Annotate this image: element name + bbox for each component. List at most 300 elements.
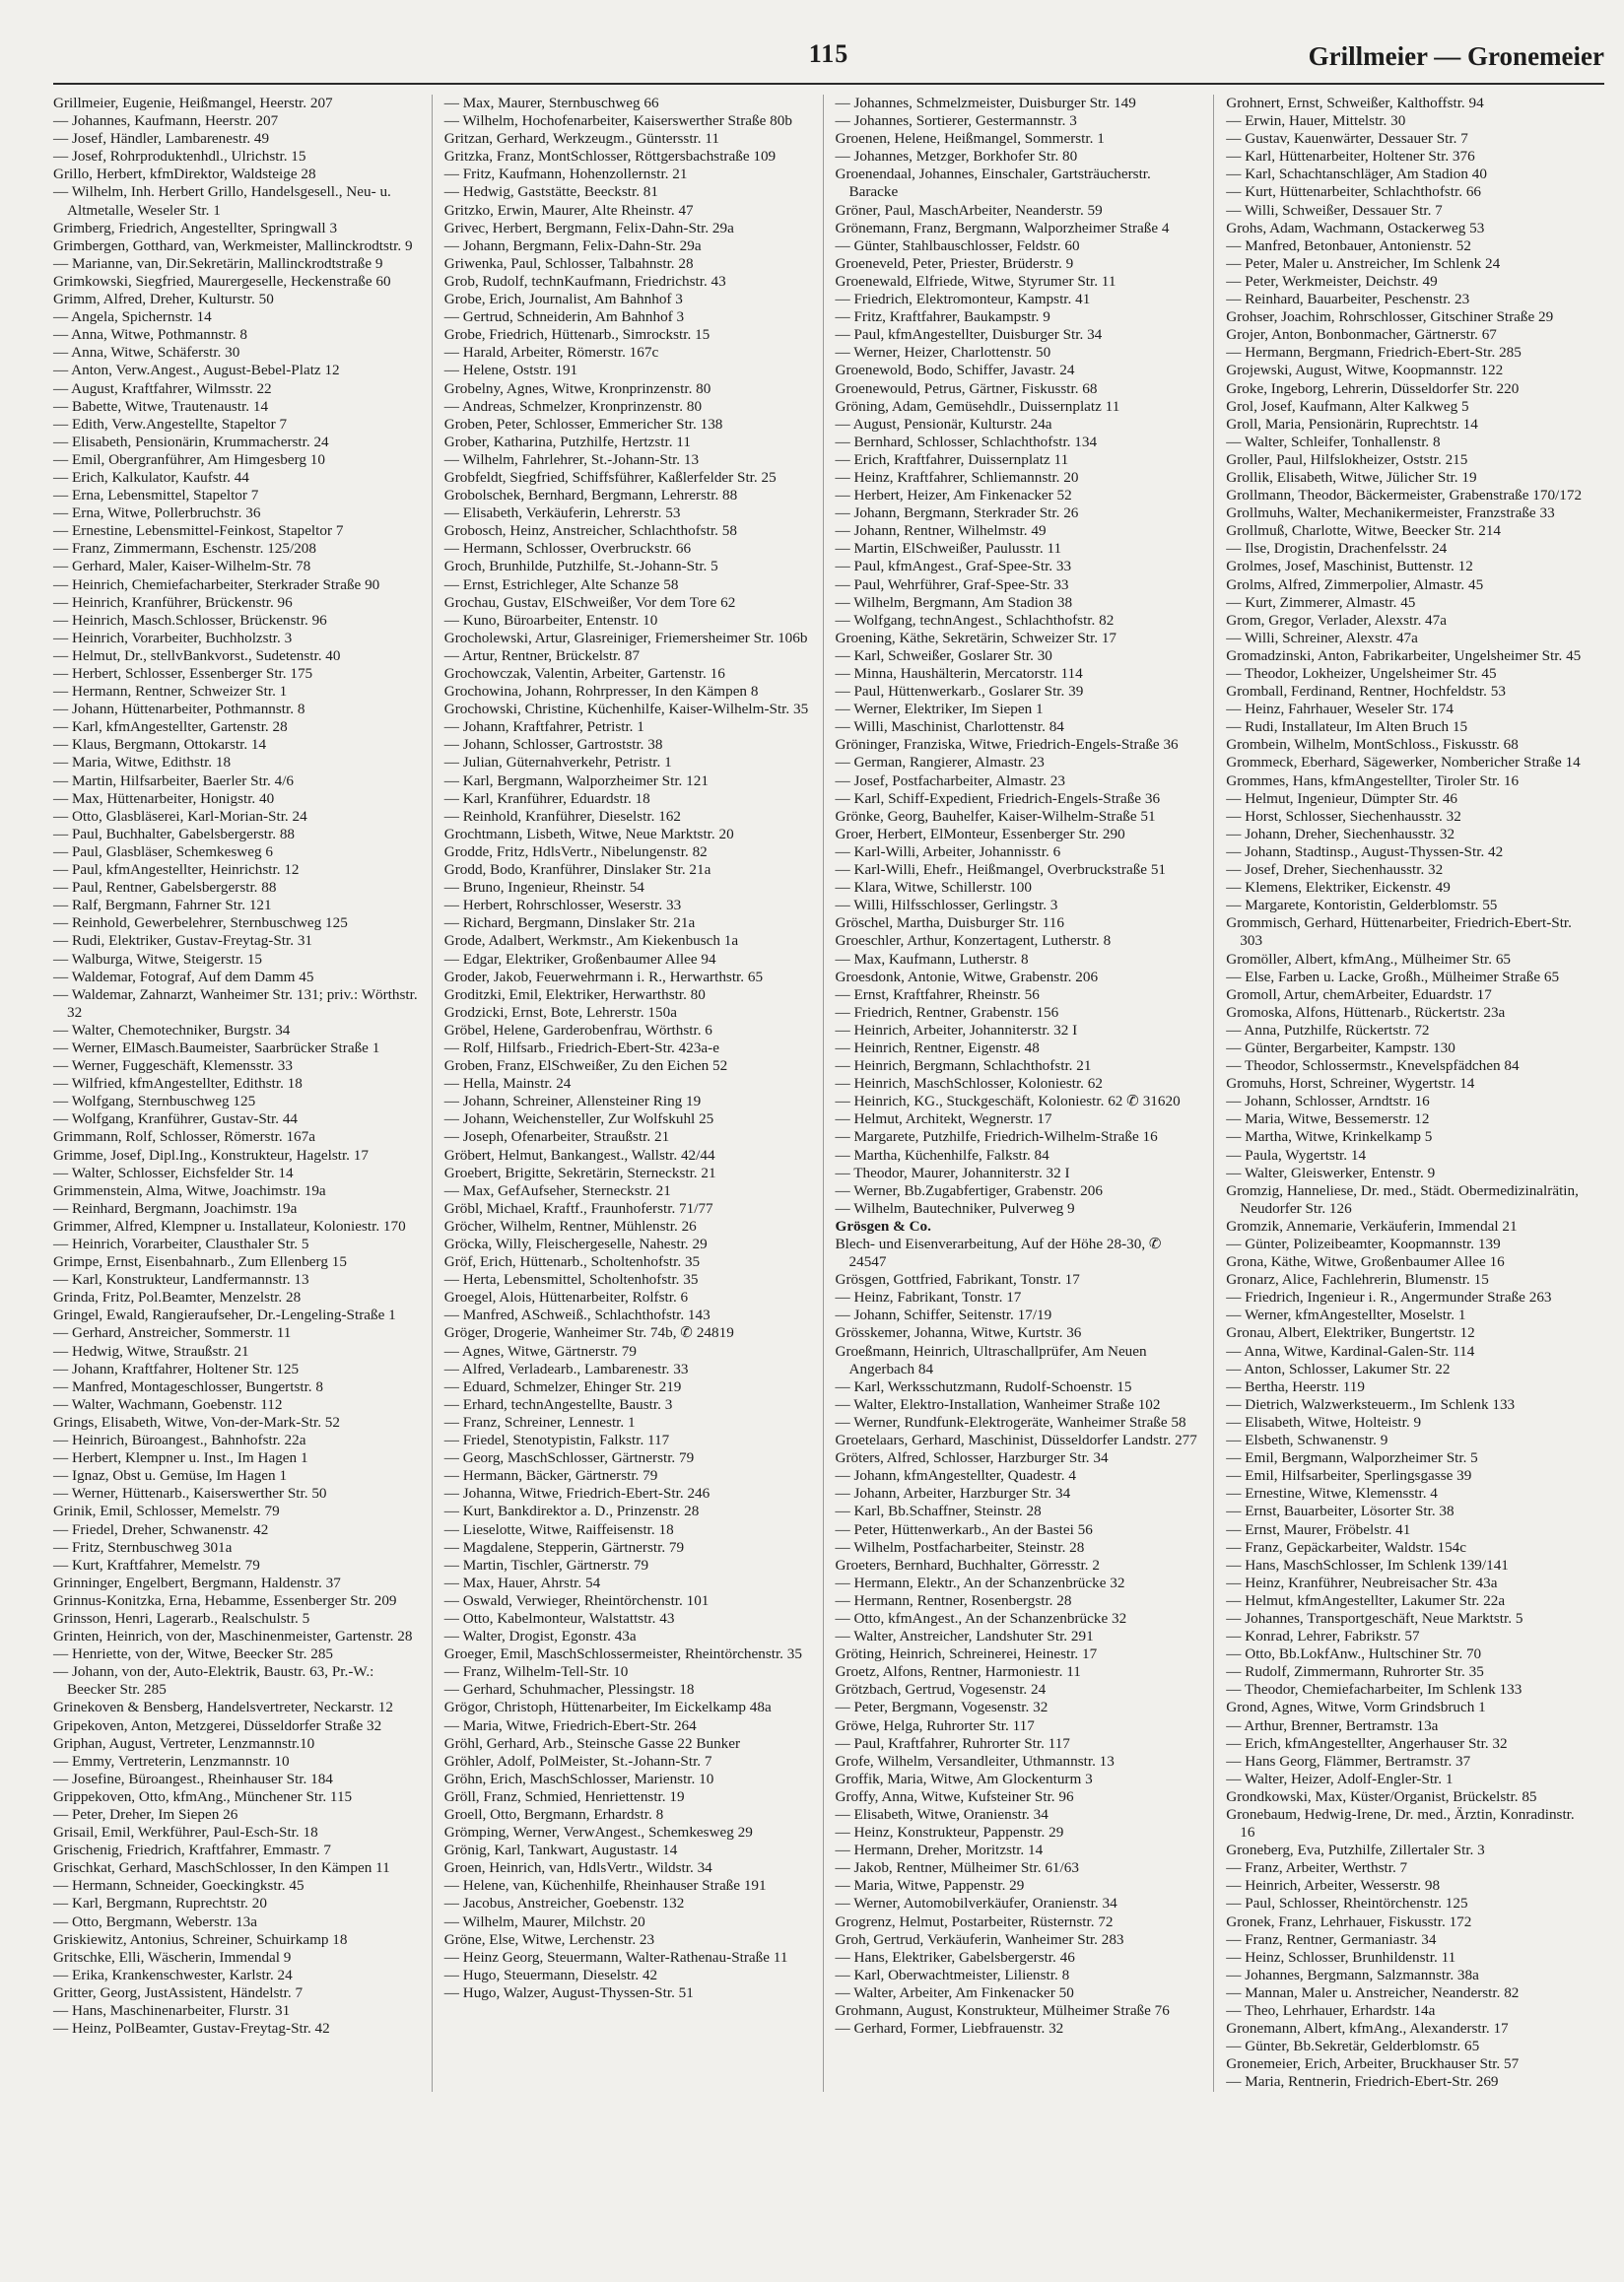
directory-entry: — Johannes, Kaufmann, Heerstr. 207 bbox=[53, 112, 279, 130]
directory-entry: — Hermann, Rentner, Schweizer Str. 1 bbox=[53, 683, 288, 701]
directory-entry: — Marianne, van, Dir.Sekretärin, Mallinckrodtstraße 9 bbox=[53, 254, 383, 272]
directory-entry: — Hermann, Schlosser, Overbruckstr. 66 bbox=[443, 540, 692, 558]
directory-entry: — Johannes, Transportgeschäft, Neue Marktstr. 5 bbox=[1226, 1609, 1523, 1627]
directory-entry: Grondkowski, Max, Küster/Organist, Brückelstr. 85 bbox=[1226, 1787, 1537, 1805]
directory-entry: — Walter, Schlosser, Eichsfelder Str. 14 bbox=[53, 1164, 294, 1181]
directory-entry: Groen, Heinrich, van, HdlsVertr., Wildstr. 34 bbox=[443, 1859, 712, 1877]
directory-entry: — Werner, Rundfunk-Elektrogeräte, Wanheimer Straße 58 bbox=[835, 1413, 1186, 1431]
directory-entry: Gröf, Erich, Hüttenarb., Scholtenhofstr. 35 bbox=[443, 1253, 701, 1271]
column-4 bbox=[1213, 95, 1604, 2092]
directory-entry: Gröters, Alfred, Schlosser, Harzburger Str. 34 bbox=[835, 1449, 1109, 1467]
directory-entry: — Anna, Witwe, Kardinal-Galen-Str. 114 bbox=[1226, 1342, 1475, 1360]
directory-entry: Grobfeldt, Siegfried, Schiffsführer, Kaßlerfelder Str. 25 bbox=[443, 468, 777, 486]
directory-entry: — Oswald, Verwieger, Rheintörchenstr. 101 bbox=[443, 1591, 710, 1609]
directory-entry: — Erna, Lebensmittel, Stapeltor 7 bbox=[53, 487, 259, 504]
directory-entry: Groer, Herbert, ElMonteur, Essenberger Str. 290 bbox=[835, 825, 1125, 842]
directory-entry: — Werner, Bb.Zugabfertiger, Grabenstr. 206 bbox=[835, 1181, 1103, 1199]
directory-entry: Grömping, Werner, VerwAngest., Schemkesweg 29 bbox=[443, 1824, 753, 1842]
directory-entry: — Ernst, Maurer, Fröbelstr. 41 bbox=[1226, 1520, 1411, 1538]
directory-entry: — Gerhard, Anstreicher, Sommerstr. 11 bbox=[53, 1324, 292, 1342]
directory-entry: — Ilse, Drogistin, Drachenfelsstr. 24 bbox=[1226, 540, 1448, 558]
directory-entry: Grochtmann, Lisbeth, Witwe, Neue Marktstr. 20 bbox=[443, 825, 734, 842]
directory-entry: Gromoska, Alfons, Hüttenarb., Rückertstr. 23a bbox=[1226, 1003, 1506, 1021]
directory-entry: Grollmuhs, Walter, Mechanikermeister, Franzstraße 33 bbox=[1226, 504, 1555, 522]
directory-entry: — Werner, ElMasch.Baumeister, Saarbrücker Straße 1 bbox=[53, 1039, 380, 1056]
directory-entry: Grobosch, Heinz, Anstreicher, Schlachthofstr. 58 bbox=[443, 522, 737, 540]
directory-entry: — Paul, kfmAngestellter, Duisburger Str. 34 bbox=[835, 326, 1103, 344]
directory-entry: — Jacobus, Anstreicher, Goebenstr. 132 bbox=[443, 1895, 685, 1913]
directory-entry: — Julian, Güternahverkehr, Petristr. 1 bbox=[443, 754, 672, 772]
directory-entry: Groenewold, Bodo, Schiffer, Javastr. 24 bbox=[835, 362, 1075, 379]
directory-entry: — Karl, Bergmann, Ruprechtstr. 20 bbox=[53, 1895, 267, 1913]
directory-entry: — Richard, Bergmann, Dinslaker Str. 21a bbox=[443, 914, 696, 932]
directory-entry: — Karl, kfmAngestellter, Gartenstr. 28 bbox=[53, 718, 288, 736]
directory-entry: Griskiewitz, Antonius, Schreiner, Schuirkamp 18 bbox=[53, 1930, 348, 1948]
directory-entry: — Helene, Oststr. 191 bbox=[443, 362, 578, 379]
directory-entry: Groenewould, Petrus, Gärtner, Fiskusstr. 68 bbox=[835, 379, 1098, 397]
directory-entry: — Herta, Lebensmittel, Scholtenhofstr. 35 bbox=[443, 1271, 699, 1289]
directory-entry: — Manfred, Montageschlosser, Bungertstr. 8 bbox=[53, 1377, 323, 1395]
directory-entry: — Ernst, Kraftfahrer, Rheinstr. 56 bbox=[835, 985, 1040, 1003]
directory-entry: Grimpe, Ernst, Eisenbahnarb., Zum Ellenberg 15 bbox=[53, 1253, 347, 1271]
directory-entry: — Johann, Rentner, Wilhelmstr. 49 bbox=[835, 522, 1047, 540]
directory-entry: Grol, Josef, Kaufmann, Alter Kalkweg 5 bbox=[1226, 397, 1469, 415]
directory-entry: — Babette, Witwe, Trautenaustr. 14 bbox=[53, 397, 269, 415]
directory-entry: — Erich, kfmAngestellter, Angerhauser Str. 32 bbox=[1226, 1734, 1508, 1752]
directory-entry: — Paul, kfmAngest., Graf-Spee-Str. 33 bbox=[835, 558, 1072, 575]
directory-entry: — Eduard, Schmelzer, Ehinger Str. 219 bbox=[443, 1377, 682, 1395]
directory-entry: — Wilhelm, Bergmann, Am Stadion 38 bbox=[835, 593, 1073, 611]
directory-entry: Grischenig, Friedrich, Kraftfahrer, Emmastr. 7 bbox=[53, 1842, 331, 1859]
directory-entry: — Klara, Witwe, Schillerstr. 100 bbox=[835, 879, 1032, 897]
directory-entry: Gronarz, Alice, Fachlehrerin, Blumenstr. 15 bbox=[1226, 1271, 1489, 1289]
directory-entry: — Johann, von der, Auto-Elektrik, Baustr. 63, Pr.-W.: Beecker Str. 285 bbox=[53, 1663, 374, 1699]
directory-entry: — Franz, Wilhelm-Tell-Str. 10 bbox=[443, 1663, 629, 1681]
directory-entry: — Johann, Stadtinsp., August-Thyssen-Str. 42 bbox=[1226, 842, 1504, 860]
directory-entry: Grögor, Christoph, Hüttenarbeiter, Im Eickelkamp 48a bbox=[443, 1699, 772, 1716]
directory-entry: — Bernhard, Schlosser, Schlachthofstr. 134 bbox=[835, 433, 1098, 450]
column-3 bbox=[823, 95, 1214, 2092]
directory-entry: Gritzko, Erwin, Maurer, Alte Rheinstr. 47 bbox=[443, 201, 694, 219]
directory-entry: — Willi, Schreiner, Alexstr. 47a bbox=[1226, 629, 1418, 646]
directory-entry: Grohnert, Ernst, Schweißer, Kalthoffstr. 94 bbox=[1226, 95, 1484, 111]
directory-entry: Gromöller, Albert, kfmAng., Mülheimer Str. 65 bbox=[1226, 950, 1512, 968]
directory-entry: — Werner, Heizer, Charlottenstr. 50 bbox=[835, 344, 1051, 362]
directory-entry: Groh, Gertrud, Verkäuferin, Wanheimer Str. 283 bbox=[835, 1930, 1124, 1948]
directory-entry: — Peter, Maler u. Anstreicher, Im Schlenk 24 bbox=[1226, 254, 1501, 272]
column-1 bbox=[53, 95, 432, 2092]
directory-entry: — Wilhelm, Fahrlehrer, St.-Johann-Str. 13 bbox=[443, 450, 700, 468]
directory-entry: — Hugo, Steuermann, Dieselstr. 42 bbox=[443, 1966, 658, 1983]
directory-entry: — Herbert, Schlosser, Essenberger Str. 175 bbox=[53, 665, 313, 682]
directory-entry: — Heinz, Fahrhauer, Weseler Str. 174 bbox=[1226, 701, 1454, 718]
directory-entry: — Harald, Arbeiter, Römerstr. 167c bbox=[443, 344, 659, 362]
directory-entry: — Maria, Witwe, Edithstr. 18 bbox=[53, 754, 232, 772]
directory-entry: — Henriette, von der, Witwe, Beecker Str. 285 bbox=[53, 1645, 334, 1663]
directory-entry: — Wilfried, kfmAngestellter, Edithstr. 18 bbox=[53, 1075, 303, 1093]
directory-entry: Grösskemer, Johanna, Witwe, Kurtstr. 36 bbox=[835, 1324, 1082, 1342]
directory-entry: — Edith, Verw.Angestellte, Stapeltor 7 bbox=[53, 415, 288, 433]
directory-entry: — Herbert, Klempner u. Inst., Im Hagen 1 bbox=[53, 1449, 308, 1467]
directory-entry: — Klaus, Bergmann, Ottokarstr. 14 bbox=[53, 736, 267, 754]
directory-entry: Grimbergen, Gotthard, van, Werkmeister, Mallinckrodtstr. 9 bbox=[53, 236, 413, 254]
directory-entry: Gronau, Albert, Elektriker, Bungertstr. 12 bbox=[1226, 1324, 1475, 1342]
directory-entry: — Erhard, technAngestellte, Baustr. 3 bbox=[443, 1395, 673, 1413]
directory-entry: — Erika, Krankenschwester, Karlstr. 24 bbox=[53, 1966, 293, 1983]
directory-entry: — Martin, ElSchweißer, Paulusstr. 11 bbox=[835, 540, 1062, 558]
directory-entry: — Minna, Haushälterin, Mercatorstr. 114 bbox=[835, 665, 1083, 682]
directory-entry: Grischkat, Gerhard, MaschSchlosser, In den Kämpen 11 bbox=[53, 1859, 390, 1877]
directory-entry: — Johann, Weichensteller, Zur Wolfskuhl 25 bbox=[443, 1110, 714, 1128]
directory-entry: Groeters, Bernhard, Buchhalter, Görresstr. 2 bbox=[835, 1556, 1100, 1574]
directory-entry: — Hans, Elektriker, Gabelsbergerstr. 46 bbox=[835, 1948, 1075, 1966]
directory-entry: — Ignaz, Obst u. Gemüse, Im Hagen 1 bbox=[53, 1467, 288, 1485]
directory-entry: — Emil, Bergmann, Walporzheimer Str. 5 bbox=[1226, 1449, 1478, 1467]
directory-entry: — Werner, kfmAngestellter, Moselstr. 1 bbox=[1226, 1307, 1466, 1324]
directory-entry: Gröning, Adam, Gemüsehdlr., Duissernplatz 11 bbox=[835, 397, 1120, 415]
directory-entry: — Martin, Tischler, Gärtnerstr. 79 bbox=[443, 1556, 649, 1574]
directory-entry: Grochowski, Christine, Küchenhilfe, Kaiser-Wilhelm-Str. 35 bbox=[443, 701, 809, 718]
directory-entry: — Paul, Rentner, Gabelsbergerstr. 88 bbox=[53, 879, 277, 897]
directory-entry: Groller, Paul, Hilfslokheizer, Oststr. 215 bbox=[1226, 450, 1468, 468]
directory-entry: — Friedrich, Rentner, Grabenstr. 156 bbox=[835, 1003, 1059, 1021]
directory-entry: — Reinhold, Gewerbelehrer, Sternbuschweg 125 bbox=[53, 914, 348, 932]
directory-entry: Grötzbach, Gertrud, Vogesenstr. 24 bbox=[835, 1681, 1047, 1699]
directory-entry: Grochowczak, Valentin, Arbeiter, Gartenstr. 16 bbox=[443, 665, 725, 682]
directory-entry: — Walter, Drogist, Egonstr. 43a bbox=[443, 1628, 637, 1645]
directory-entry: — Rudolf, Zimmermann, Ruhrorter Str. 35 bbox=[1226, 1663, 1484, 1681]
directory-entry: — Johann, Schreiner, Allensteiner Ring 19 bbox=[443, 1093, 702, 1110]
directory-entry: Groell, Otto, Bergmann, Erhardstr. 8 bbox=[443, 1806, 664, 1823]
directory-entry: Grond, Agnes, Witwe, Vorm Grindsbruch 1 bbox=[1226, 1699, 1486, 1716]
directory-entry: — Martin, Hilfsarbeiter, Baerler Str. 4/6 bbox=[53, 772, 295, 789]
directory-entry: — Emil, Obergranführer, Am Himgesberg 10 bbox=[53, 450, 325, 468]
directory-entry: — Heinrich, Bergmann, Schlachthofstr. 21 bbox=[835, 1057, 1092, 1075]
directory-entry: — Walter, Arbeiter, Am Finkenacker 50 bbox=[835, 1983, 1074, 2001]
directory-entry: — Wilhelm, Maurer, Milchstr. 20 bbox=[443, 1913, 645, 1930]
directory-entry: — Karl, Hüttenarbeiter, Holtener Str. 376 bbox=[1226, 148, 1475, 166]
directory-entry: Gromball, Ferdinand, Rentner, Hochfeldstr. 53 bbox=[1226, 683, 1506, 701]
directory-entry: Grimmann, Rolf, Schlosser, Römerstr. 167a bbox=[53, 1128, 315, 1146]
directory-entry: — Angela, Spichernstr. 14 bbox=[53, 308, 212, 326]
directory-entry: Grimkowski, Siegfried, Maurergeselle, Heckenstraße 60 bbox=[53, 272, 391, 290]
directory-entry: — Theo, Lehrhauer, Erhardstr. 14a bbox=[1226, 2002, 1436, 2020]
directory-entry: — Johann, Schiffer, Seitenstr. 17/19 bbox=[835, 1307, 1052, 1324]
directory-entry: — Heinrich, Arbeiter, Johanniterstr. 32 I bbox=[835, 1021, 1078, 1039]
directory-entry: — Willi, Hilfsschlosser, Gerlingstr. 3 bbox=[835, 897, 1058, 914]
directory-entry: Gröwe, Helga, Ruhrorter Str. 117 bbox=[835, 1716, 1035, 1734]
directory-entry: Grinten, Heinrich, von der, Maschinenmeister, Gartenstr. 28 bbox=[53, 1628, 413, 1645]
directory-entry: Groening, Käthe, Sekretärin, Schweizer Str. 17 bbox=[835, 629, 1117, 646]
directory-entry: — Heinz, PolBeamter, Gustav-Freytag-Str. 42 bbox=[53, 2020, 330, 2038]
directory-entry: — Reinhard, Bergmann, Joachimstr. 19a bbox=[53, 1199, 298, 1217]
directory-entry: — Otto, Glasbläserei, Karl-Morian-Str. 24 bbox=[53, 807, 307, 825]
directory-entry: — Johannes, Metzger, Borkhofer Str. 80 bbox=[835, 148, 1078, 166]
directory-entry: — Maria, Witwe, Bessemerstr. 12 bbox=[1226, 1110, 1430, 1128]
directory-entry: Groben, Peter, Schlosser, Emmericher Str. 138 bbox=[443, 415, 723, 433]
directory-entry: Groll, Maria, Pensionärin, Ruprechtstr. 14 bbox=[1226, 415, 1478, 433]
directory-entry: — Max, Maurer, Sternbuschweg 66 bbox=[443, 95, 659, 111]
directory-entry: Groebert, Brigitte, Sekretärin, Sterneckstr. 21 bbox=[443, 1164, 716, 1181]
directory-entry: Grinsson, Henri, Lagerarb., Realschulstr. 5 bbox=[53, 1609, 310, 1627]
directory-entry: Groesdonk, Antonie, Witwe, Grabenstr. 206 bbox=[835, 968, 1099, 985]
directory-entry: — Josef, Rohrproduktenhdl., Ulrichstr. 15 bbox=[53, 148, 306, 166]
directory-entry: — Peter, Dreher, Im Siepen 26 bbox=[53, 1806, 238, 1823]
directory-entry: Grösgen & Co. bbox=[835, 1217, 931, 1235]
directory-entry: Grojer, Anton, Bonbonmacher, Gärtnerstr. 67 bbox=[1226, 326, 1497, 344]
directory-entry: — Walter, Wachmann, Goebenstr. 112 bbox=[53, 1395, 283, 1413]
directory-entry: Groditzki, Emil, Elektriker, Herwarthstr. 80 bbox=[443, 985, 706, 1003]
directory-entry: Grinik, Emil, Schlosser, Memelstr. 79 bbox=[53, 1503, 280, 1520]
directory-entry: — Karl, Kranführer, Eduardstr. 18 bbox=[443, 789, 650, 807]
directory-entry: — Heinz, Kranführer, Neubreisacher Str. 43a bbox=[1226, 1574, 1498, 1591]
directory-entry: — Friedel, Dreher, Schwanenstr. 42 bbox=[53, 1520, 269, 1538]
directory-entry: — Herbert, Rohrschlosser, Weserstr. 33 bbox=[443, 897, 682, 914]
directory-entry: — Margarete, Putzhilfe, Friedrich-Wilhelm-Straße 16 bbox=[835, 1128, 1158, 1146]
directory-entry: Grinda, Fritz, Pol.Beamter, Menzelstr. 28 bbox=[53, 1289, 302, 1307]
directory-entry: — Konrad, Lehrer, Fabrikstr. 57 bbox=[1226, 1628, 1420, 1645]
directory-entry: — Johann, Kraftfahrer, Holtener Str. 125 bbox=[53, 1360, 300, 1377]
directory-entry: — Wolfgang, technAngest., Schlachthofstr. 82 bbox=[835, 611, 1115, 629]
directory-entry: Gröting, Heinrich, Schreinerei, Heinestr. 17 bbox=[835, 1645, 1098, 1663]
directory-entry: Gröbl, Michael, Kraftf., Fraunhoferstr. 71/77 bbox=[443, 1199, 713, 1217]
directory-entry: — Heinrich, Arbeiter, Wesserstr. 98 bbox=[1226, 1877, 1441, 1895]
directory-entry: — Helmut, Dr., stellvBankvorst., Sudetenstr. 40 bbox=[53, 646, 341, 664]
directory-entry: — Hedwig, Witwe, Straußstr. 21 bbox=[53, 1342, 249, 1360]
directory-entry: — Dietrich, Walzwerksteuerm., Im Schlenk 133 bbox=[1226, 1395, 1516, 1413]
directory-entry: — Bruno, Ingenieur, Rheinstr. 54 bbox=[443, 879, 644, 897]
directory-entry: Grodzicki, Ernst, Bote, Lehrerstr. 150a bbox=[443, 1003, 677, 1021]
directory-entry: Groenendaal, Johannes, Einschaler, Gartsträucherstr. Baracke bbox=[835, 166, 1151, 201]
directory-entry: Groffik, Maria, Witwe, Am Glockenturm 3 bbox=[835, 1770, 1093, 1787]
directory-entry: Grona, Käthe, Witwe, Großenbaumer Allee 16 bbox=[1226, 1253, 1505, 1271]
directory-entry: — Jakob, Rentner, Mülheimer Str. 61/63 bbox=[835, 1859, 1079, 1877]
directory-entry: — Heinrich, Vorarbeiter, Buchholzstr. 3 bbox=[53, 629, 293, 646]
directory-entry: Grillmeier, Eugenie, Heißmangel, Heerstr. 207 bbox=[53, 95, 333, 111]
directory-entry: — August, Kraftfahrer, Wilmsstr. 22 bbox=[53, 379, 272, 397]
directory-entry: — Peter, Hüttenwerkarb., An der Bastei 56 bbox=[835, 1520, 1093, 1538]
directory-entry: — Hans, Maschinenarbeiter, Flurstr. 31 bbox=[53, 2002, 291, 2020]
directory-entry: — Anton, Verw.Angest., August-Bebel-Platz 12 bbox=[53, 362, 340, 379]
directory-entry: Grolms, Alfred, Zimmerpolier, Almastr. 45 bbox=[1226, 575, 1484, 593]
directory-entry: — Franz, Arbeiter, Werthstr. 7 bbox=[1226, 1859, 1408, 1877]
directory-entry: — Johann, Dreher, Siechenhausstr. 32 bbox=[1226, 825, 1455, 842]
directory-entry: Groch, Brunhilde, Putzhilfe, St.-Johann-Str. 5 bbox=[443, 558, 718, 575]
directory-entry: — Heinz, Kraftfahrer, Schliemannstr. 20 bbox=[835, 468, 1079, 486]
directory-entry: — Paul, Hüttenwerkarb., Goslarer Str. 39 bbox=[835, 683, 1084, 701]
directory-entry: — Artur, Rentner, Brückelstr. 87 bbox=[443, 646, 641, 664]
directory-entry: — Hermann, Rentner, Rosenbergstr. 28 bbox=[835, 1591, 1072, 1609]
directory-entry: Gröner, Paul, MaschArbeiter, Neanderstr. 59 bbox=[835, 201, 1103, 219]
directory-entry: Gromzig, Hanneliese, Dr. med., Städt. Obermedizinalrätin, Neudorfer Str. 126 bbox=[1226, 1181, 1579, 1217]
directory-entry: Gröhler, Adolf, PolMeister, St.-Johann-Str. 7 bbox=[443, 1752, 712, 1770]
directory-entry: Grochau, Gustav, ElSchweißer, Vor dem Tore 62 bbox=[443, 593, 736, 611]
directory-entry: Gronebaum, Hedwig-Irene, Dr. med., Ärztin, Konradinstr. 16 bbox=[1226, 1806, 1575, 1842]
directory-entry: — Alfred, Verladearb., Lambarenestr. 33 bbox=[443, 1360, 689, 1377]
directory-entry: — Helmut, kfmAngestellter, Lakumer Str. 22a bbox=[1226, 1591, 1506, 1609]
directory-entry: — Erich, Kraftfahrer, Duissernplatz 11 bbox=[835, 450, 1069, 468]
directory-entry: — Kurt, Zimmerer, Almastr. 45 bbox=[1226, 593, 1416, 611]
directory-entry: — Edgar, Elektriker, Großenbaumer Allee 94 bbox=[443, 950, 716, 968]
directory-entry: — Johann, Schlosser, Gartroststr. 38 bbox=[443, 736, 663, 754]
directory-entry: — Paul, kfmAngestellter, Heinrichstr. 12 bbox=[53, 861, 300, 879]
directory-entry: — Arthur, Brenner, Bertramstr. 13a bbox=[1226, 1716, 1439, 1734]
directory-entry: — Otto, kfmAngest., An der Schanzenbrücke 32 bbox=[835, 1609, 1127, 1627]
directory-entry: — Erna, Witwe, Pollerbruchstr. 36 bbox=[53, 504, 261, 522]
directory-entry: — Werner, Hüttenarb., Kaiserswerther Str. 50 bbox=[53, 1485, 327, 1503]
directory-entry: — Karl, Schachtanschläger, Am Stadion 40 bbox=[1226, 166, 1487, 183]
directory-entry: — Margarete, Kontoristin, Gelderblomstr. 55 bbox=[1226, 897, 1498, 914]
directory-entry: — Johann, Bergmann, Felix-Dahn-Str. 29a bbox=[443, 236, 702, 254]
directory-entry: — Paul, Glasbläser, Schemkesweg 6 bbox=[53, 842, 273, 860]
directory-entry: Grösgen, Gottfried, Fabrikant, Tonstr. 17 bbox=[835, 1271, 1080, 1289]
directory-entry: — Theodor, Lokheizer, Ungelsheimer Str. 45 bbox=[1226, 665, 1497, 682]
directory-entry: Gröbert, Helmut, Bankangest., Wallstr. 42/44 bbox=[443, 1146, 715, 1164]
directory-entry: — Johann, kfmAngestellter, Quadestr. 4 bbox=[835, 1467, 1076, 1485]
page-header bbox=[53, 39, 1604, 85]
directory-entry: — Hedwig, Gaststätte, Beeckstr. 81 bbox=[443, 183, 658, 201]
directory-entry: — Reinhold, Kranführer, Dieselstr. 162 bbox=[443, 807, 681, 825]
directory-entry: — Theodor, Chemiefacharbeiter, Im Schlenk 133 bbox=[1226, 1681, 1522, 1699]
directory-entry: Groben, Franz, ElSchweißer, Zu den Eichen 52 bbox=[443, 1057, 728, 1075]
directory-entry: Grohser, Joachim, Rohrschlosser, Gitschiner Straße 29 bbox=[1226, 308, 1554, 326]
directory-entry: — Heinz, Konstrukteur, Pappenstr. 29 bbox=[835, 1824, 1064, 1842]
directory-entry: Grollmuß, Charlotte, Witwe, Beecker Str. 214 bbox=[1226, 522, 1502, 540]
directory-entry: Gronemeier, Erich, Arbeiter, Bruckhauser Str. 57 bbox=[1226, 2055, 1520, 2073]
directory-entry: — Gerhard, Schuhmacher, Plessingstr. 18 bbox=[443, 1681, 695, 1699]
page-number: 115 bbox=[808, 39, 849, 68]
directory-entry: — Maria, Witwe, Friedrich-Ebert-Str. 264 bbox=[443, 1716, 697, 1734]
directory-entry: Groffy, Anna, Witwe, Kufsteiner Str. 96 bbox=[835, 1787, 1074, 1805]
directory-entry: — Paul, Schlosser, Rheintörchenstr. 125 bbox=[1226, 1895, 1468, 1913]
directory-entry: Gronek, Franz, Lehrhauer, Fiskusstr. 172 bbox=[1226, 1913, 1472, 1930]
directory-entry: Gröll, Franz, Schmied, Henriettenstr. 19 bbox=[443, 1787, 685, 1805]
directory-entry: — Friedel, Stenotypistin, Falkstr. 117 bbox=[443, 1432, 670, 1449]
directory-entry: Grojewski, August, Witwe, Koopmannstr. 122 bbox=[1226, 362, 1504, 379]
directory-entry: — Franz, Schreiner, Lennestr. 1 bbox=[443, 1413, 636, 1431]
directory-entry: — Wilhelm, Bautechniker, Pulverweg 9 bbox=[835, 1199, 1075, 1217]
directory-entry: — Wolfgang, Kranführer, Gustav-Str. 44 bbox=[53, 1110, 299, 1128]
directory-entry: — Paula, Wygertstr. 14 bbox=[1226, 1146, 1367, 1164]
directory-entry: Groke, Ingeborg, Lehrerin, Düsseldorfer Str. 220 bbox=[1226, 379, 1520, 397]
directory-entry: — Werner, Automobilverkäufer, Oranienstr. 34 bbox=[835, 1895, 1117, 1913]
directory-entry: — Max, Kaufmann, Lutherstr. 8 bbox=[835, 950, 1029, 968]
directory-entry: Grobe, Friedrich, Hüttenarb., Simrockstr. 15 bbox=[443, 326, 710, 344]
directory-entry: — Rolf, Hilfsarb., Friedrich-Ebert-Str. 423a-e bbox=[443, 1039, 719, 1056]
directory-entry: — Hermann, Bergmann, Friedrich-Ebert-Str. 285 bbox=[1226, 344, 1522, 362]
directory-entry: — Fritz, Sternbuschweg 301a bbox=[53, 1538, 233, 1556]
directory-entry: — Emil, Hilfsarbeiter, Sperlingsgasse 39 bbox=[1226, 1467, 1472, 1485]
directory-entry: — Wolfgang, Sternbuschweg 125 bbox=[53, 1093, 256, 1110]
directory-entry: Gringel, Ewald, Rangieraufseher, Dr.-Lengeling-Straße 1 bbox=[53, 1307, 396, 1324]
directory-entry: — Heinrich, Büroangest., Bahnhofstr. 22a bbox=[53, 1432, 306, 1449]
directory-entry: — Otto, Bergmann, Weberstr. 13a bbox=[53, 1913, 258, 1930]
directory-entry: — Heinrich, Masch.Schlosser, Brückenstr. 96 bbox=[53, 611, 327, 629]
directory-entry: Grobolschek, Bernhard, Bergmann, Lehrerstr. 88 bbox=[443, 487, 738, 504]
directory-entry: — Friedrich, Elektromonteur, Kampstr. 41 bbox=[835, 291, 1091, 308]
directory-entry: — Kurt, Bankdirektor a. D., Prinzenstr. 28 bbox=[443, 1503, 700, 1520]
directory-entry: Grollik, Elisabeth, Witwe, Jülicher Str. 19 bbox=[1226, 468, 1477, 486]
directory-entry: — Anton, Schlosser, Lakumer Str. 22 bbox=[1226, 1360, 1451, 1377]
directory-entry: — Willi, Schweißer, Dessauer Str. 7 bbox=[1226, 201, 1443, 219]
directory-entry: Gröbel, Helene, Garderobenfrau, Wörthstr. 6 bbox=[443, 1021, 712, 1039]
directory-entry: — Walter, Chemotechniker, Burgstr. 34 bbox=[53, 1021, 291, 1039]
directory-entry: Grings, Elisabeth, Witwe, Von-der-Mark-Str. 52 bbox=[53, 1413, 340, 1431]
directory-entry: Grofe, Wilhelm, Versandleiter, Uthmannstr. 13 bbox=[835, 1752, 1115, 1770]
directory-entry: — Elisabeth, Witwe, Oranienstr. 34 bbox=[835, 1806, 1049, 1823]
directory-entry: Groenewald, Elfriede, Witwe, Styrumer Str. 11 bbox=[835, 272, 1116, 290]
directory-entry: Grohmann, August, Konstrukteur, Mülheimer Straße 76 bbox=[835, 2002, 1170, 2020]
directory-entry: — Waldemar, Fotograf, Auf dem Damm 45 bbox=[53, 968, 314, 985]
directory-entry: Groeßmann, Heinrich, Ultraschallprüfer, Am Neuen Angerbach 84 bbox=[835, 1342, 1147, 1377]
directory-entry: Gritzan, Gerhard, Werkzeugm., Güntersstr. 11 bbox=[443, 130, 719, 148]
directory-entry: — Franz, Zimmermann, Eschenstr. 125/208 bbox=[53, 540, 316, 558]
directory-entry: — Otto, Bb.LokfAnw., Hultschiner Str. 70 bbox=[1226, 1645, 1482, 1663]
directory-entry: Grochowina, Johann, Rohrpresser, In den Kämpen 8 bbox=[443, 683, 759, 701]
directory-entry: Groetelaars, Gerhard, Maschinist, Düsseldorfer Landstr. 277 bbox=[835, 1432, 1197, 1449]
directory-entry: Grinekoven & Bensberg, Handelsvertreter, Neckarstr. 12 bbox=[53, 1699, 393, 1716]
directory-entry: — Heinrich, Rentner, Eigenstr. 48 bbox=[835, 1039, 1040, 1056]
directory-entry: — Fritz, Kraftfahrer, Baukampstr. 9 bbox=[835, 308, 1050, 326]
directory-entry: — Hermann, Dreher, Moritzstr. 14 bbox=[835, 1842, 1044, 1859]
directory-entry: — Manfred, ASchweiß., Schlachthofstr. 143 bbox=[443, 1307, 710, 1324]
directory-entry: Grisail, Emil, Werkführer, Paul-Esch-Str. 18 bbox=[53, 1824, 318, 1842]
directory-entry: — Anna, Witwe, Pothmannstr. 8 bbox=[53, 326, 247, 344]
directory-entry: — Walter, Gleiswerker, Entenstr. 9 bbox=[1226, 1164, 1436, 1181]
directory-entry: — August, Pensionär, Kulturstr. 24a bbox=[835, 415, 1052, 433]
directory-entry: — Andreas, Schmelzer, Kronprinzenstr. 80 bbox=[443, 397, 703, 415]
directory-entry: Grodd, Bodo, Kranführer, Dinslaker Str. 21a bbox=[443, 861, 711, 879]
directory-entry: — Fritz, Kaufmann, Hohenzollernstr. 21 bbox=[443, 166, 688, 183]
directory-entry: Groeschler, Arthur, Konzertagent, Lutherstr. 8 bbox=[835, 932, 1112, 950]
directory-entry: — Reinhard, Bauarbeiter, Peschenstr. 23 bbox=[1226, 291, 1470, 308]
directory-entry: Grode, Adalbert, Werkmstr., Am Kiekenbusch 1a bbox=[443, 932, 739, 950]
directory-entry: Grob, Rudolf, technKaufmann, Friedrichstr. 43 bbox=[443, 272, 726, 290]
directory-entry: — Kurt, Hüttenarbeiter, Schlachthofstr. 66 bbox=[1226, 183, 1482, 201]
directory-entry: — Paul, Buchhalter, Gabelsbergerstr. 88 bbox=[53, 825, 296, 842]
directory-entry: Gritschke, Elli, Wäscherin, Immendal 9 bbox=[53, 1948, 292, 1966]
directory-entry: Grober, Katharina, Putzhilfe, Hertzstr. 11 bbox=[443, 433, 691, 450]
directory-entry: — Heinrich, Chemiefacharbeiter, Sterkrader Straße 90 bbox=[53, 575, 380, 593]
running-head: Grillmeier — Gronemeier bbox=[1308, 41, 1604, 71]
directory-entry: — Franz, Rentner, Germaniastr. 34 bbox=[1226, 1930, 1437, 1948]
directory-entry: — Peter, Werkmeister, Deichstr. 49 bbox=[1226, 272, 1438, 290]
directory-entry: Griwenka, Paul, Schlosser, Talbahnstr. 28 bbox=[443, 254, 694, 272]
directory-entry: — Bertha, Heerstr. 119 bbox=[1226, 1377, 1365, 1395]
directory-entry: Grillo, Herbert, kfmDirektor, Waldsteige 28 bbox=[53, 166, 316, 183]
directory-entry: — Heinrich, Kranführer, Brückenstr. 96 bbox=[53, 593, 293, 611]
directory-entry: — Lieselotte, Witwe, Raiffeisenstr. 18 bbox=[443, 1520, 674, 1538]
directory-entry: — Hugo, Walzer, August-Thyssen-Str. 51 bbox=[443, 1983, 694, 2001]
directory-entry: — Walter, Heizer, Adolf-Engler-Str. 1 bbox=[1226, 1770, 1454, 1787]
directory-entry: — Max, Hauer, Ahrstr. 54 bbox=[443, 1574, 601, 1591]
directory-entry: — Josef, Postfacharbeiter, Almastr. 23 bbox=[835, 772, 1065, 789]
directory-entry: — Hermann, Bäcker, Gärtnerstr. 79 bbox=[443, 1467, 658, 1485]
directory-entry: Grinninger, Engelbert, Bergmann, Haldenstr. 37 bbox=[53, 1574, 341, 1591]
directory-entry: — Wilhelm, Hochofenarbeiter, Kaiserswerther Straße 80b bbox=[443, 112, 792, 130]
directory-entry: Grippekoven, Otto, kfmAng., Münchener Str. 115 bbox=[53, 1787, 353, 1805]
directory-entry: — Karl, Schiff-Expedient, Friedrich-Engels-Straße 36 bbox=[835, 789, 1161, 807]
directory-entry: — Willi, Maschinist, Charlottenstr. 84 bbox=[835, 718, 1064, 736]
directory-entry: — Manfred, Betonbauer, Antonienstr. 52 bbox=[1226, 236, 1471, 254]
directory-entry: — Martha, Witwe, Krinkelkamp 5 bbox=[1226, 1128, 1433, 1146]
directory-entry: — Heinz Georg, Steuermann, Walter-Rathenau-Straße 11 bbox=[443, 1948, 788, 1966]
directory-entry: Gröninger, Franziska, Witwe, Friedrich-Engels-Straße 36 bbox=[835, 736, 1179, 754]
directory-entry: — Kuno, Büroarbeiter, Entenstr. 10 bbox=[443, 611, 658, 629]
directory-entry: — Hella, Mainstr. 24 bbox=[443, 1075, 572, 1093]
directory-entry: — Maria, Witwe, Pappenstr. 29 bbox=[835, 1877, 1025, 1895]
directory-entry: — Max, GefAufseher, Sterneckstr. 21 bbox=[443, 1181, 671, 1199]
